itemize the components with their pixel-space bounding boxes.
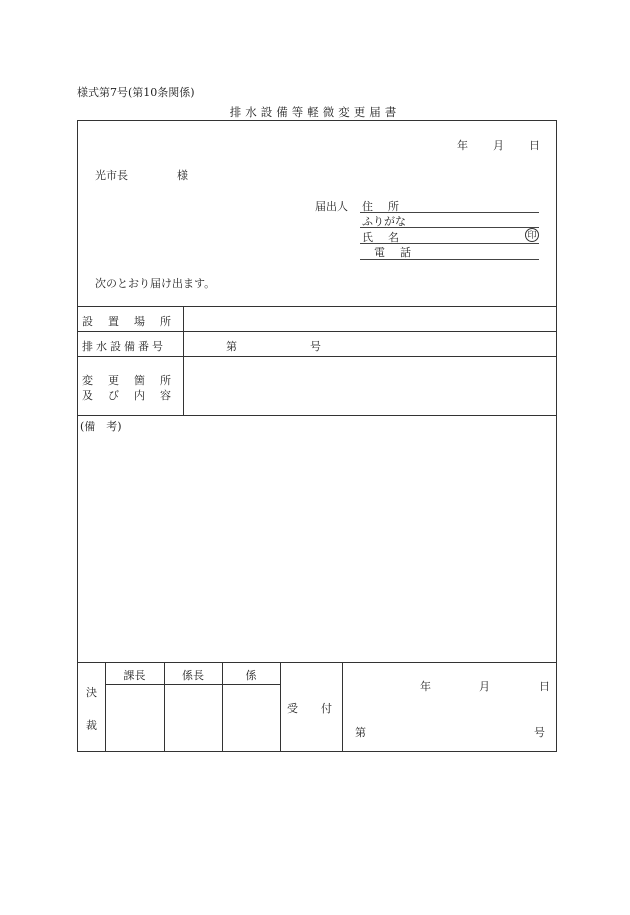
receipt-day-label: 日: [539, 680, 550, 693]
name-label: 氏 名: [362, 231, 401, 244]
address-label: 住 所: [362, 200, 401, 213]
form-number: 様式第7号(第10条関係): [77, 86, 195, 99]
document-title: 排水設備等軽微変更届書: [229, 105, 401, 119]
approval-divider: [77, 662, 557, 663]
month-label: 月: [493, 139, 504, 152]
section-chief-header: 課長: [123, 669, 146, 682]
seal-mark: 印: [525, 228, 539, 242]
decision-char-1: 決: [86, 686, 97, 699]
decision-char-2: 裁: [86, 719, 97, 732]
receipt-label: 受 付: [287, 702, 338, 715]
applicant-label: 届出人: [315, 200, 348, 213]
year-label: 年: [457, 139, 468, 152]
change-label-line1: 変 更 箇 所: [82, 374, 173, 387]
receipt-number-suffix: 号: [534, 726, 545, 739]
section-chief-stamp-box[interactable]: [106, 685, 163, 751]
drainage-number-prefix: 第: [226, 340, 237, 353]
row-divider: [77, 415, 557, 416]
receipt-year-label: 年: [420, 680, 431, 693]
receipt-month-label: 月: [479, 680, 490, 693]
statement-text: 次のとおり届け出ます。: [95, 277, 216, 290]
row-divider: [77, 331, 557, 332]
drainage-number-suffix: 号: [310, 340, 321, 353]
addressee-office: 光市長: [95, 169, 128, 182]
remarks-label: (備 考): [80, 420, 122, 433]
furigana-label: ふりがな: [362, 215, 406, 228]
addressee-honorific: 様: [177, 169, 188, 182]
drainage-number-field[interactable]: [240, 332, 306, 356]
change-label-line2: 及 び 内 容: [82, 389, 173, 402]
subsection-chief-header: 係長: [182, 669, 204, 682]
furigana-line: [360, 227, 539, 228]
location-label: 設 置 場 所: [82, 315, 173, 328]
location-field[interactable]: [183, 307, 556, 331]
phone-line: [360, 259, 539, 260]
day-label: 日: [529, 139, 540, 152]
subsection-chief-stamp-box[interactable]: [165, 685, 221, 751]
receipt-column-divider: [342, 662, 343, 752]
approval-column-divider: [280, 662, 281, 752]
staff-header: 係: [245, 669, 257, 682]
staff-stamp-box[interactable]: [223, 685, 279, 751]
receipt-number-prefix: 第: [355, 726, 366, 739]
remarks-field[interactable]: [78, 432, 556, 661]
drainage-number-label: 排水設備番号: [82, 340, 166, 353]
phone-label: 電 話: [374, 246, 413, 259]
change-content-field[interactable]: [183, 357, 556, 415]
